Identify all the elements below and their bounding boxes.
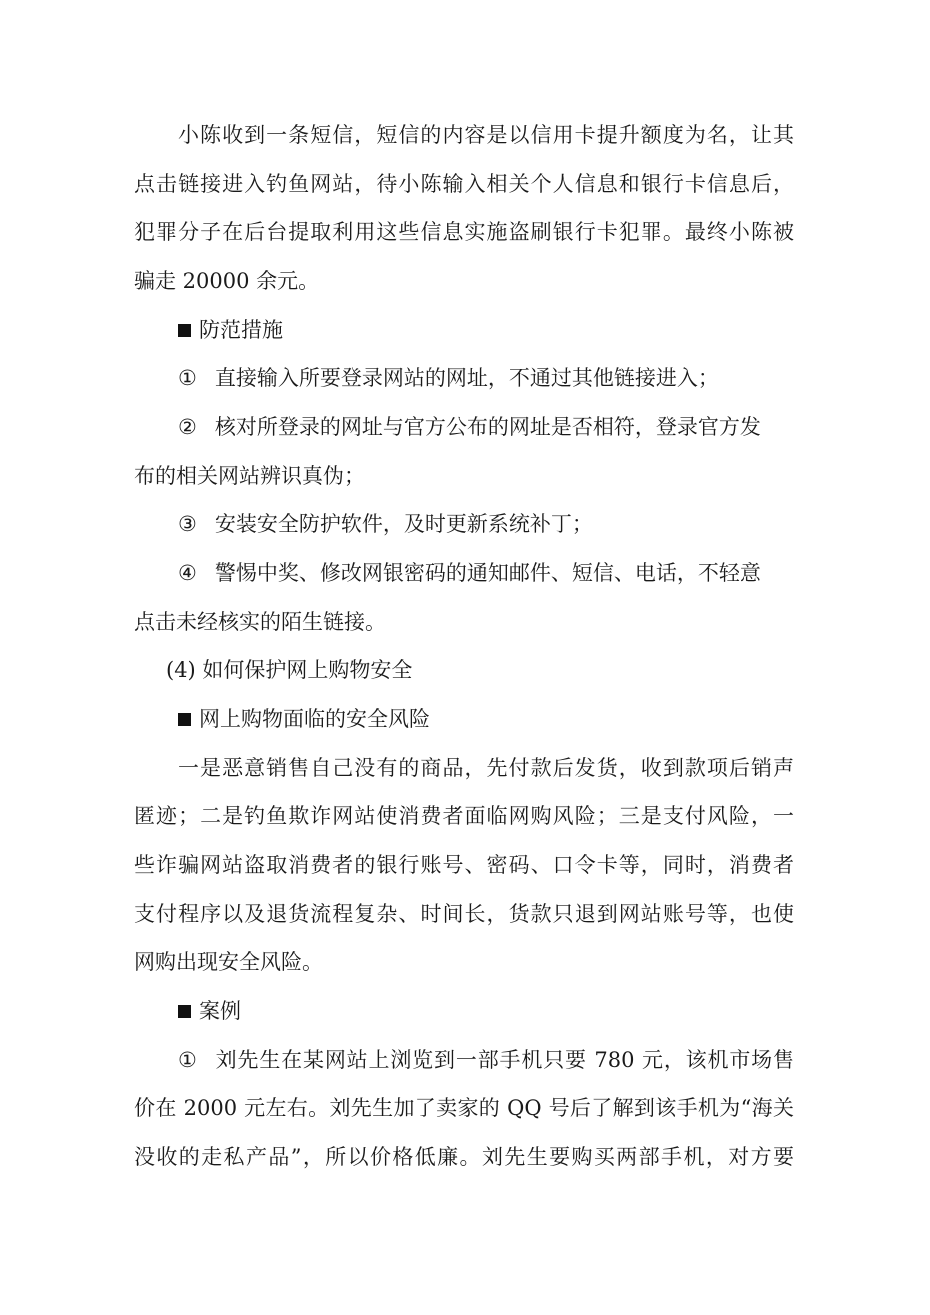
list-marker: ④ xyxy=(178,561,197,585)
paragraph-line: 点击链接进入钓鱼网站，待小陈输入相关个人信息和银行卡信息后， xyxy=(134,172,794,196)
paragraph-line: 些诈骗网站盗取消费者的银行账号、密码、口令卡等，同时，消费者 xyxy=(134,853,794,877)
list-marker: ③ xyxy=(178,512,197,536)
list-item xyxy=(178,360,794,396)
paragraph-line: 没收的走私产品”，所以价格低廉。刘先生要购买两部手机，对方要 xyxy=(134,1145,794,1169)
paragraph-line: 支付程序以及退货流程复杂、时间长，货款只退到网站账号等，也使 xyxy=(134,902,794,926)
paragraph-line: 骗走 20000 余元。 xyxy=(134,269,320,293)
heading-text: 案例 xyxy=(199,999,241,1023)
case-item-text: 刘先生在某网站上浏览到一部手机只要 780 元，该机市场售 xyxy=(214,1048,794,1072)
heading-text: 防范措施 xyxy=(199,318,283,342)
list-item-continuation: 布的相关网站辨识真伪； xyxy=(134,464,365,488)
section-heading-risks xyxy=(178,701,794,737)
list-item-text: 警惕中奖、修改网银密码的通知邮件、短信、电话，不轻意 xyxy=(214,561,761,585)
list-marker: ② xyxy=(178,415,197,439)
heading-text: 网上购物面临的安全风险 xyxy=(199,707,430,731)
paragraph-line: 犯罪分子在后台提取利用这些信息实施盗刷银行卡犯罪。最终小陈被 xyxy=(134,220,794,244)
list-item-text: 核对所登录的网址与官方公布的网址是否相符，登录官方发 xyxy=(214,415,761,439)
square-bullet-icon xyxy=(178,713,191,726)
list-item-text: 安装安全防护软件，及时更新系统补丁； xyxy=(214,512,593,536)
paragraph-line: 价在 2000 元左右。刘先生加了卖家的 QQ 号后了解到该手机为“海关 xyxy=(134,1096,794,1120)
list-item xyxy=(178,409,794,445)
subsection-title: (4) 如何保护网上购物安全 xyxy=(166,658,413,682)
list-item-text: 直接输入所要登录网站的网址，不通过其他链接进入； xyxy=(214,366,719,390)
square-bullet-icon xyxy=(178,1005,191,1018)
section-heading-prevention xyxy=(178,312,794,348)
case-item xyxy=(178,1042,794,1078)
list-marker: ① xyxy=(178,366,197,390)
list-item-continuation: 点击未经核实的陌生链接。 xyxy=(134,610,386,634)
list-item xyxy=(178,506,794,542)
paragraph-line: 一是恶意销售自己没有的商品，先付款后发货，收到款项后销声 xyxy=(178,756,794,780)
paragraph-line: 网购出现安全风险。 xyxy=(134,950,323,974)
square-bullet-icon xyxy=(178,324,191,337)
list-item xyxy=(178,555,794,591)
paragraph-line: 小陈收到一条短信，短信的内容是以信用卡提升额度为名，让其 xyxy=(178,123,794,147)
section-heading-cases xyxy=(178,993,794,1029)
paragraph-line: 匿迹；二是钓鱼欺诈网站使消费者面临网购风险；三是支付风险，一 xyxy=(134,804,794,828)
list-marker: ① xyxy=(178,1048,197,1072)
